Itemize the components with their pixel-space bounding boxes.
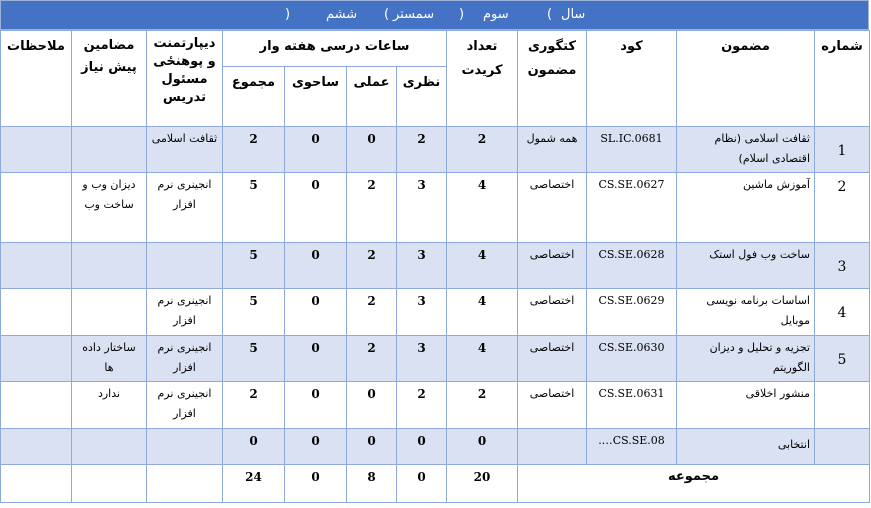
row-subject: تجزیه و تحلیل و دیزان الگوریتم (677, 336, 815, 382)
row-category: اختصاصی (518, 243, 587, 289)
totals-prerequisites-empty (72, 465, 147, 503)
row-department (147, 243, 223, 289)
row-category: اختصاصی (518, 336, 587, 382)
row-total: 5 (223, 289, 285, 336)
row-remarks (1, 243, 72, 289)
totals-row (1, 465, 870, 503)
row-total: 5 (223, 173, 285, 243)
row-department: انجینری نرم افزار (147, 289, 223, 336)
row-prerequisites: ندارد (72, 382, 147, 429)
col-header-field: ساحوی (285, 67, 347, 127)
row-theory: 3 (397, 336, 447, 382)
row-no: 3 (815, 243, 870, 289)
totals-label: مجموعه (518, 465, 870, 503)
year-value: سوم (483, 7, 509, 22)
row-code: CS.SE.0628 (587, 243, 677, 289)
row-credits: 0 (447, 429, 518, 465)
col-header-department: دیپارتمنت و پوهنځی مسئول تدریس (147, 31, 223, 127)
row-credits: 2 (447, 382, 518, 429)
totals-field: 0 (285, 465, 347, 503)
row-no: 4 (815, 289, 870, 336)
row-department: انجینری نرم افزار (147, 382, 223, 429)
row-code: CS.SE.0630 (587, 336, 677, 382)
row-field: 0 (285, 173, 347, 243)
row-department: انجینری نرم افزار (147, 173, 223, 243)
row-category (518, 429, 587, 465)
row-subject: ثقافت اسلامی (نظام اقتصادی اسلام) (677, 127, 815, 173)
row-department (147, 429, 223, 465)
row-practical: 2 (347, 289, 397, 336)
row-remarks (1, 127, 72, 173)
row-category: همه شمول (518, 127, 587, 173)
totals-total: 24 (223, 465, 285, 503)
table-row (1, 243, 870, 289)
col-header-no: شماره (815, 31, 870, 127)
totals-practical: 8 (347, 465, 397, 503)
row-prerequisites (72, 429, 147, 465)
row-no: 2 (815, 173, 870, 243)
row-code: CS.SE.0631 (587, 382, 677, 429)
row-remarks (1, 173, 72, 243)
col-header-weekly-hours: ساعات درسی هفته وار (223, 31, 447, 67)
row-total: 0 (223, 429, 285, 465)
semester-close-paren: ) (285, 7, 291, 22)
header-row (1, 31, 870, 67)
totals-theory: 0 (397, 465, 447, 503)
table-row (1, 173, 870, 243)
row-credits: 2 (447, 127, 518, 173)
table-row (1, 127, 870, 173)
row-no (815, 382, 870, 429)
row-no: 1 (815, 127, 870, 173)
col-header-credits: تعداد کریدت (447, 31, 518, 127)
row-field: 0 (285, 429, 347, 465)
row-practical: 2 (347, 173, 397, 243)
row-category: اختصاصی (518, 382, 587, 429)
semester-open-paren: ( (384, 7, 390, 22)
row-field: 0 (285, 243, 347, 289)
semester-label: سمستر (393, 7, 435, 22)
table-row (1, 382, 870, 429)
row-field: 0 (285, 127, 347, 173)
table-row (1, 429, 870, 465)
row-total: 5 (223, 243, 285, 289)
row-prerequisites (72, 289, 147, 336)
row-subject: منشور اخلاقی (677, 382, 815, 429)
row-department: انجینری نرم افزار (147, 336, 223, 382)
row-remarks (1, 289, 72, 336)
row-code: CS.SE.0629 (587, 289, 677, 336)
row-total: 5 (223, 336, 285, 382)
row-prerequisites (72, 243, 147, 289)
row-theory: 2 (397, 127, 447, 173)
row-no: 5 (815, 336, 870, 382)
row-theory: 0 (397, 429, 447, 465)
row-practical: 0 (347, 382, 397, 429)
col-header-prerequisites: مضامین پیش نیاز (72, 31, 147, 127)
table-row (1, 289, 870, 336)
totals-remarks-empty (1, 465, 72, 503)
row-field: 0 (285, 336, 347, 382)
year-label: سال (561, 7, 586, 22)
row-category: اختصاصی (518, 173, 587, 243)
row-practical: 2 (347, 336, 397, 382)
row-practical: 2 (347, 243, 397, 289)
row-subject: ساخت وب فول استک (677, 243, 815, 289)
totals-department-empty (147, 465, 223, 503)
semester-value: ششم (326, 7, 358, 22)
col-header-category: کتگوری مضمون (518, 31, 587, 127)
row-prerequisites: ساختار داده ها (72, 336, 147, 382)
col-header-practical: عملی (347, 67, 397, 127)
row-remarks (1, 382, 72, 429)
row-theory: 3 (397, 243, 447, 289)
row-practical: 0 (347, 429, 397, 465)
row-prerequisites (72, 127, 147, 173)
row-theory: 3 (397, 289, 447, 336)
col-header-total: مجموع (223, 67, 285, 127)
row-credits: 4 (447, 289, 518, 336)
table-row (1, 336, 870, 382)
row-code: SL.IC.0681 (587, 127, 677, 173)
row-total: 2 (223, 382, 285, 429)
row-remarks (1, 336, 72, 382)
row-field: 0 (285, 382, 347, 429)
row-remarks (1, 429, 72, 465)
row-theory: 3 (397, 173, 447, 243)
col-header-subject: مضمون (677, 31, 815, 127)
row-credits: 4 (447, 243, 518, 289)
row-subject: آموزش ماشین (677, 173, 815, 243)
year-close-paren: ) (459, 7, 465, 22)
semester-title-bar (0, 0, 869, 30)
row-department: ثقافت اسلامی (147, 127, 223, 173)
col-header-remarks: ملاحظات (1, 31, 72, 127)
row-code: CS.SE.08…. (587, 429, 677, 465)
row-theory: 2 (397, 382, 447, 429)
row-code: CS.SE.0627 (587, 173, 677, 243)
row-practical: 0 (347, 127, 397, 173)
year-open-paren: ( (547, 7, 553, 22)
row-prerequisites: دیزان وب و ساخت وب (72, 173, 147, 243)
row-no (815, 429, 870, 465)
col-header-code: کود (587, 31, 677, 127)
curriculum-table (0, 30, 870, 503)
row-category: اختصاصی (518, 289, 587, 336)
row-credits: 4 (447, 173, 518, 243)
row-total: 2 (223, 127, 285, 173)
row-field: 0 (285, 289, 347, 336)
row-subject: انتخابی (677, 429, 815, 465)
row-credits: 4 (447, 336, 518, 382)
totals-credits: 20 (447, 465, 518, 503)
row-subject: اساسات برنامه نویسی موبایل (677, 289, 815, 336)
col-header-theory: نظری (397, 67, 447, 127)
